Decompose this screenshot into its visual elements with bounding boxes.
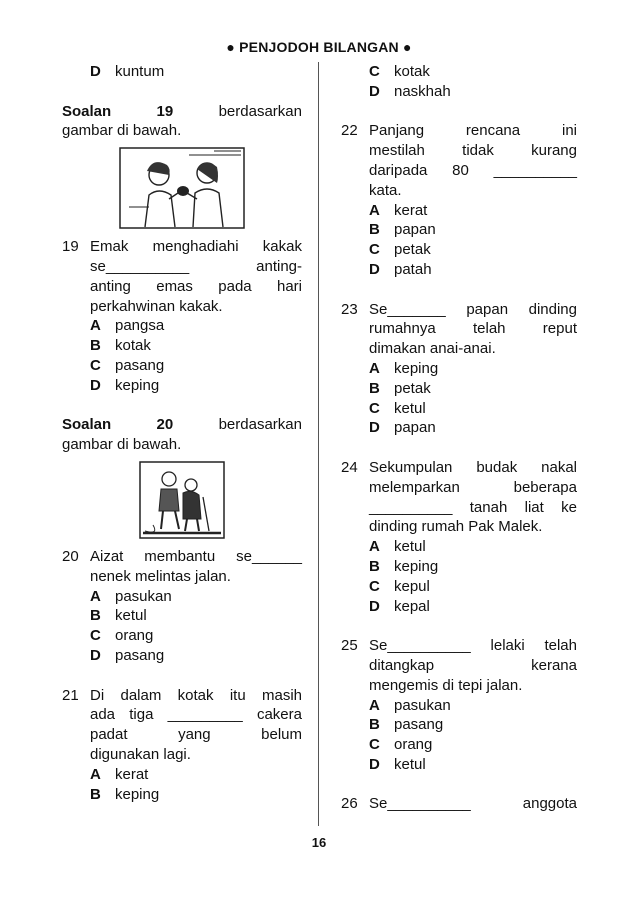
- option-letter: B: [90, 337, 101, 355]
- question-line: Se_______ papan dinding: [369, 300, 577, 318]
- question-line: daripada 80 __________: [369, 161, 577, 179]
- option-text: kotak: [115, 337, 151, 355]
- option-letter: A: [90, 765, 101, 783]
- option-text: pasang: [394, 716, 444, 734]
- soalan-line2: gambar di bawah.: [62, 436, 182, 454]
- option-row: [341, 379, 577, 399]
- question-number: 19: [62, 238, 79, 256]
- option-row: [341, 399, 577, 419]
- option-text: pangsa: [115, 317, 165, 335]
- soalan-line2: gambar di bawah.: [62, 122, 182, 140]
- option-letter: C: [369, 736, 380, 754]
- option-row: [62, 606, 302, 626]
- option-letter: C: [369, 241, 380, 259]
- option-row: [62, 316, 302, 336]
- question-line: dimakan anai-anai.: [369, 340, 496, 358]
- option-letter: D: [90, 646, 101, 664]
- option-text: papan: [394, 419, 436, 437]
- option-letter: D: [90, 63, 101, 80]
- question-line: Se__________ anggota: [369, 795, 577, 813]
- soalan-word: Soalan: [62, 416, 112, 434]
- option-text: keping: [115, 376, 160, 394]
- option-text: pasang: [115, 646, 165, 664]
- option-text: kuntum: [115, 63, 165, 80]
- option-letter: A: [369, 201, 380, 219]
- option-text: keping: [394, 359, 439, 377]
- right-column: [341, 62, 577, 814]
- girls-with-earrings-illustration: [119, 147, 245, 229]
- left-column: [62, 62, 302, 804]
- question-number: 21: [62, 686, 79, 704]
- option-letter: B: [369, 557, 380, 575]
- option-row: [341, 735, 577, 755]
- option-text: pasukan: [115, 587, 172, 605]
- option-letter: A: [369, 359, 380, 377]
- question-number: 25: [341, 637, 358, 655]
- option-row: [341, 82, 577, 102]
- option-row: [62, 336, 302, 356]
- option-letter: A: [369, 696, 380, 714]
- question-line: se__________ anting-: [90, 257, 302, 275]
- soalan-number: 20: [156, 416, 174, 434]
- option-text: ketul: [115, 607, 147, 625]
- question-line: ditangkap kerana: [369, 656, 577, 674]
- boy-helping-grandmother-illustration: [139, 461, 225, 539]
- option-text: pasang: [115, 356, 165, 374]
- picture-20: [62, 461, 302, 539]
- option-text: kerat: [394, 201, 428, 219]
- question-line: rumahnya telah reput: [369, 320, 577, 338]
- soalan-20-intro: [62, 415, 302, 455]
- option-row: [341, 696, 577, 716]
- option-row: [62, 626, 302, 646]
- option-row: [341, 557, 577, 577]
- option-text: kepul: [394, 577, 430, 595]
- question-line: __________ tanah liat ke: [369, 498, 577, 516]
- option-text: kepal: [394, 597, 430, 615]
- option-letter: C: [369, 63, 380, 80]
- option-text: orang: [115, 627, 154, 645]
- question-line: Se__________ lelaki telah: [369, 637, 577, 655]
- option-text: kerat: [115, 765, 149, 783]
- soalan-number: 19: [156, 102, 174, 120]
- option-text: petak: [394, 241, 431, 259]
- question-line: Di dalam kotak itu masih: [90, 686, 302, 704]
- option-letter: B: [369, 221, 380, 239]
- option-letter: D: [369, 260, 380, 278]
- option-text: patah: [394, 260, 432, 278]
- option-letter: A: [90, 587, 101, 605]
- question-line: Sekumpulan budak nakal: [369, 458, 577, 476]
- option-row: [341, 220, 577, 240]
- option-row: [62, 785, 302, 805]
- option-letter: D: [369, 82, 380, 100]
- question-line: nenek melintas jalan.: [90, 567, 231, 585]
- option-text: keping: [394, 557, 439, 575]
- question-number: 24: [341, 458, 358, 476]
- page-header: ● PENJODOH BILANGAN ●: [226, 39, 412, 55]
- question-line: dinding rumah Pak Malek.: [369, 518, 543, 536]
- option-row: [341, 537, 577, 557]
- question-number: 22: [341, 122, 358, 140]
- question-line: Aizat membantu se______: [90, 547, 302, 565]
- option-letter: C: [369, 577, 380, 595]
- option-letter: B: [90, 785, 101, 803]
- option-letter: D: [90, 376, 101, 394]
- option-text: ketul: [394, 755, 426, 773]
- question-line: ada tiga _________ cakera: [90, 706, 302, 724]
- option-row: [341, 359, 577, 379]
- question-line: digunakan lagi.: [90, 745, 191, 763]
- column-divider: [318, 62, 319, 826]
- option-row: [341, 62, 577, 82]
- question-line: padat yang belum: [90, 726, 302, 744]
- question-number: 26: [341, 795, 358, 813]
- question-line: anting emas pada hari: [90, 277, 302, 295]
- question-19: [62, 237, 302, 316]
- option-text: keping: [115, 785, 160, 803]
- question-20: [62, 547, 302, 587]
- option-row: [341, 597, 577, 617]
- option-text: naskhah: [394, 82, 451, 100]
- option-row: [62, 356, 302, 376]
- question-line: mestilah tidak kurang: [369, 142, 577, 160]
- question-26: [341, 794, 577, 814]
- option-row: [341, 201, 577, 221]
- question-number: 23: [341, 300, 358, 318]
- option-row: [341, 577, 577, 597]
- option-letter: B: [90, 607, 101, 625]
- question-number: 20: [62, 547, 79, 565]
- option-row: [62, 376, 302, 396]
- option-letter: C: [90, 627, 101, 645]
- option-letter: D: [369, 755, 380, 773]
- option-text: kotak: [394, 63, 430, 80]
- option-row: [341, 755, 577, 775]
- soalan-word: Soalan: [62, 102, 112, 120]
- soalan-rest: berdasarkan: [218, 416, 302, 434]
- question-24: [341, 458, 577, 537]
- option-letter: D: [369, 597, 380, 615]
- option-text: papan: [394, 221, 436, 239]
- option-row: [341, 260, 577, 280]
- option-letter: B: [369, 379, 380, 397]
- page-number: 16: [311, 835, 327, 850]
- option-text: pasukan: [394, 696, 451, 714]
- picture-19: [62, 147, 302, 229]
- question-21: [62, 686, 302, 765]
- option-row: [341, 418, 577, 438]
- option-letter: C: [90, 356, 101, 374]
- option-row: [62, 62, 302, 82]
- question-line: melemparkan beberapa: [369, 478, 577, 496]
- question-23: [341, 300, 577, 359]
- soalan-rest: berdasarkan: [218, 102, 302, 120]
- option-letter: D: [369, 419, 380, 437]
- option-text: petak: [394, 379, 431, 397]
- soalan-19-intro: [62, 102, 302, 142]
- option-row: [341, 715, 577, 735]
- question-22: [341, 121, 577, 200]
- question-line: mengemis di tepi jalan.: [369, 676, 523, 694]
- question-line: perkahwinan kakak.: [90, 297, 223, 315]
- question-line: Panjang rencana ini: [369, 122, 577, 140]
- option-row: [62, 646, 302, 666]
- option-text: ketul: [394, 538, 426, 556]
- option-text: ketul: [394, 399, 426, 417]
- question-line: kata.: [369, 181, 402, 199]
- option-text: orang: [394, 736, 433, 754]
- question-25: [341, 636, 577, 695]
- option-row: [62, 765, 302, 785]
- option-letter: B: [369, 716, 380, 734]
- option-letter: A: [90, 317, 101, 335]
- option-row: [341, 240, 577, 260]
- option-letter: A: [369, 538, 380, 556]
- question-line: Emak menghadiahi kakak: [90, 238, 302, 256]
- option-row: [62, 587, 302, 607]
- option-letter: C: [369, 399, 380, 417]
